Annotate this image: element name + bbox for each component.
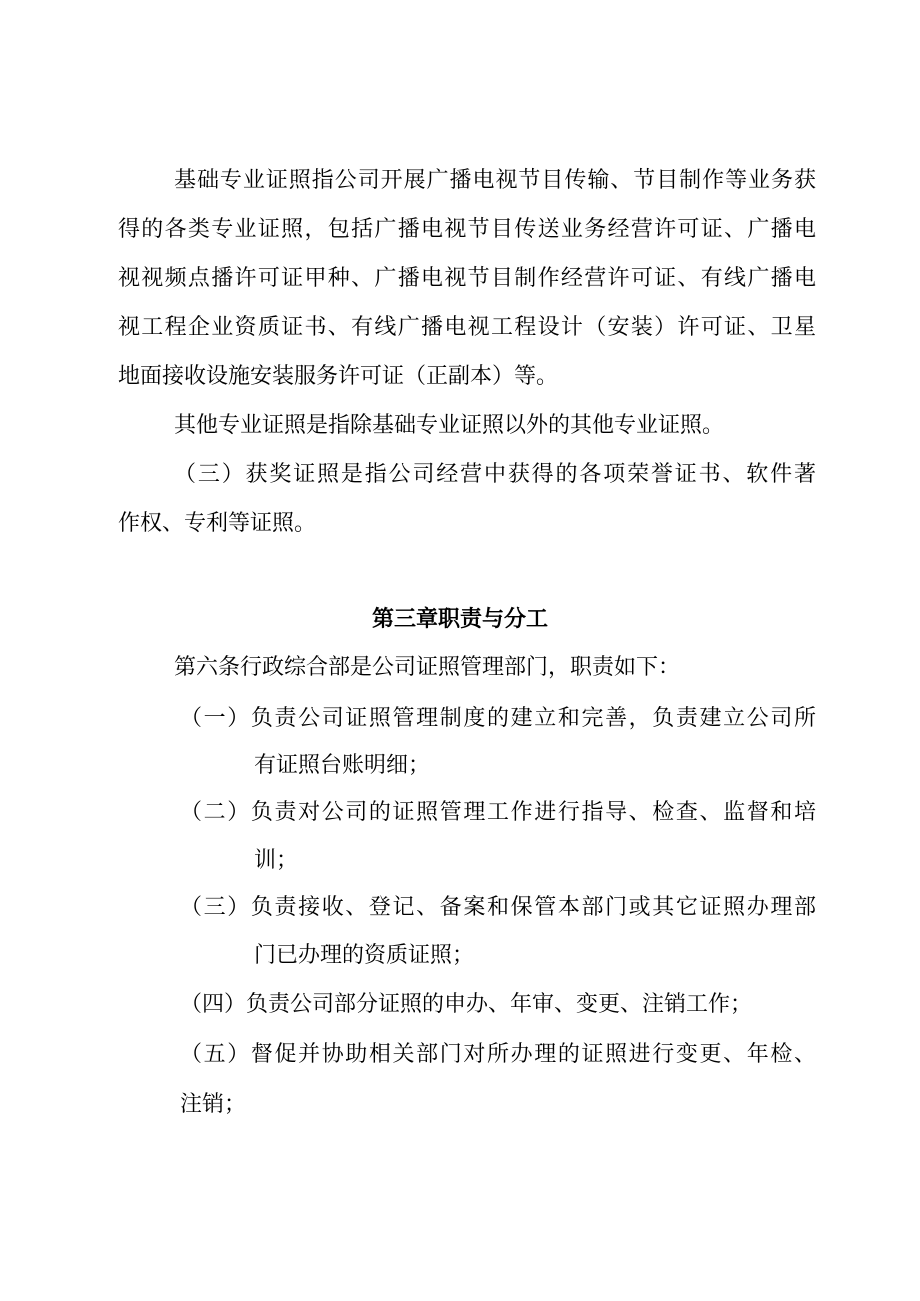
chapter-title: 第三章职责与分工: [371, 607, 548, 632]
para1-line-2: 得的各类专业证照，包括广播电视节目传送业务经营许可证、广播电: [118, 217, 816, 242]
para3-line-2: 作权、专利等证照。: [118, 511, 317, 536]
duty-1-line-2: 有证照台账明细；: [254, 753, 431, 778]
para3-line-1: （三）获奖证照是指公司经营中获得的各项荣誉证书、软件著: [174, 462, 816, 487]
para1-line-1: 基础专业证照指公司开展广播电视节目传输、节目制作等业务获: [174, 168, 816, 193]
duty-5-line-2: 注销；: [180, 1092, 247, 1117]
para1-line-4: 视工程企业资质证书、有线广播电视工程设计（安装）许可证、卫星: [118, 315, 816, 340]
para2-line: 其他专业证照是指除基础专业证照以外的其他专业证照。: [174, 413, 725, 438]
duty-1-line-1: （一）负责公司证照管理制度的建立和完善，负责建立公司所: [180, 706, 816, 731]
para1-line-3: 视视频点播许可证甲种、广播电视节目制作经营许可证、有线广播电: [118, 266, 816, 291]
duty-3-line-2: 门已办理的资质证照；: [254, 943, 475, 968]
duty-4-line-1: （四）负责公司部分证照的申办、年审、变更、注销工作；: [180, 992, 753, 1017]
duty-2-line-1: （二）负责对公司的证照管理工作进行指导、检查、监督和培: [180, 800, 816, 825]
duty-2-line-2: 训；: [254, 848, 299, 873]
duty-3-line-1: （三）负责接收、登记、备案和保管本部门或其它证照办理部: [180, 895, 816, 920]
article6-intro: 第六条行政综合部是公司证照管理部门，职责如下：: [174, 655, 681, 680]
duty-5-line-1: （五）督促并协助相关部门对所办理的证照进行变更、年检、: [180, 1042, 816, 1067]
para1-line-5: 地面接收设施安装服务许可证（正副本）等。: [118, 364, 559, 389]
